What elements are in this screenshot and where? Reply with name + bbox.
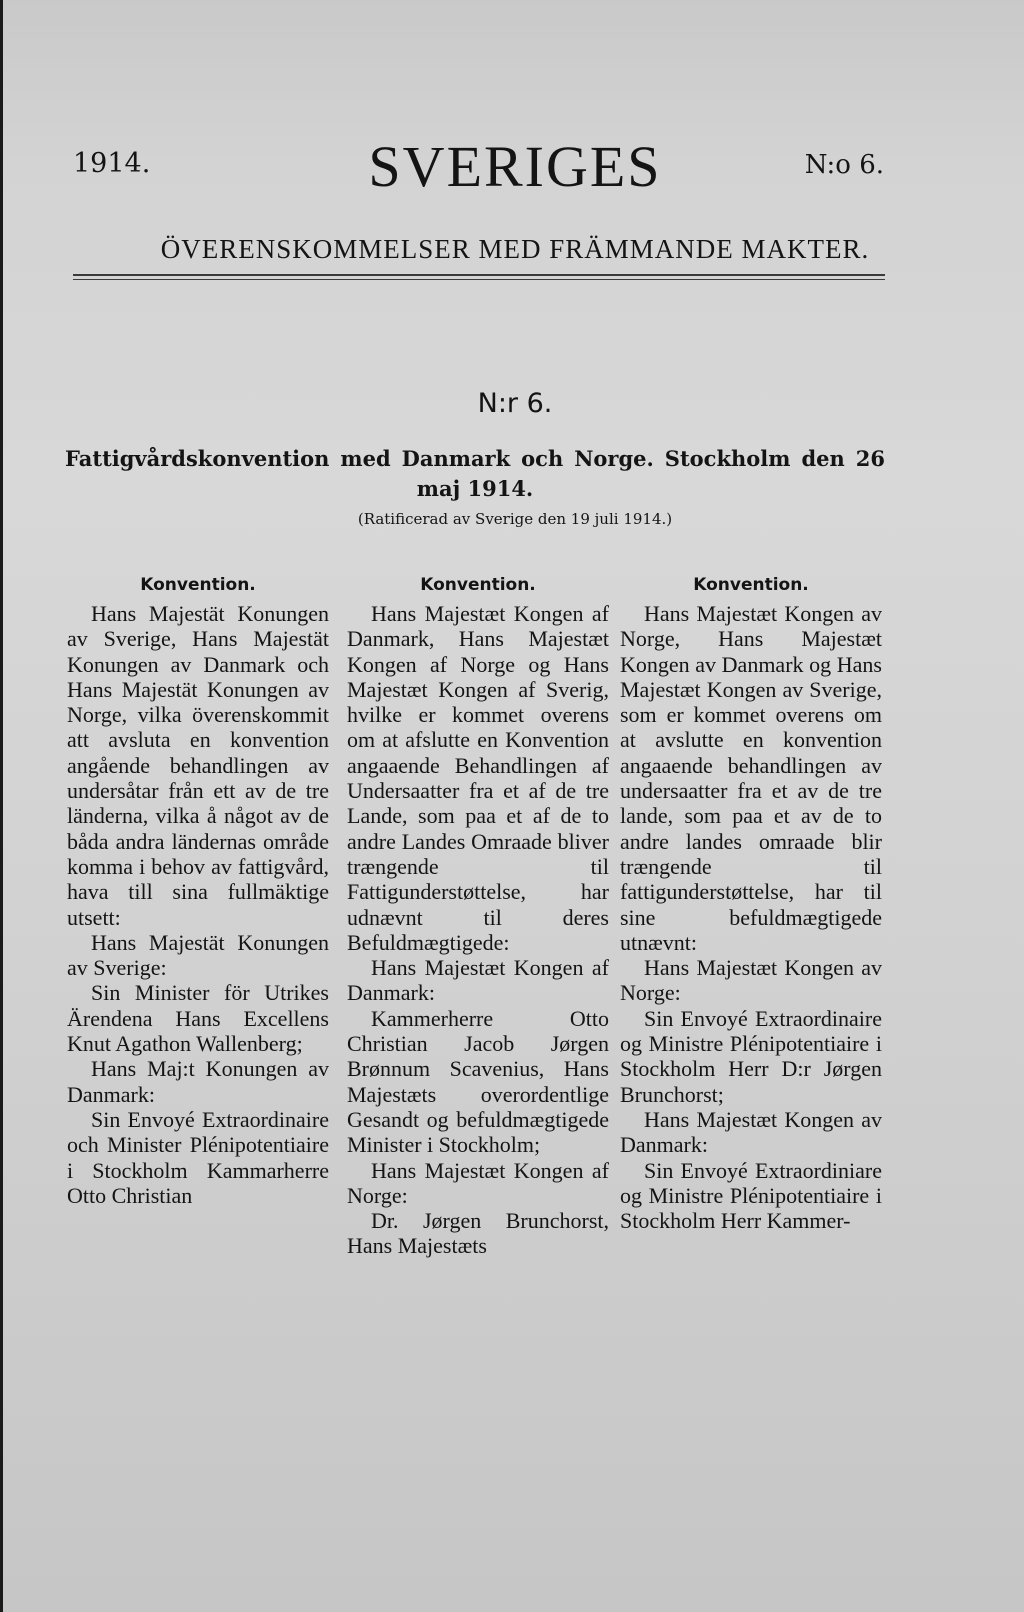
header-rule xyxy=(73,274,885,276)
header-year: 1914. xyxy=(73,148,151,179)
column-paragraph: Sin Envoyé Extraordinaire og Ministre Plénipotentiaire i Stockholm Herr D:r Jørgen Brunchorst; xyxy=(620,1005,882,1107)
column-danish xyxy=(347,574,609,1259)
column-paragraph: Hans Majestät Konungen av Sverige, Hans Majestät Konungen av Danmark och Hans Majestät Konungen av Norge, vilka överenskommit att avsluta en konvention angående behandlingen av undersåtar från ett av de tre länderna, vilka å något av de båda andra ländernas område komma i behov av fattigvård, hava till sina fullmäktige utsett: xyxy=(67,601,329,930)
column-norwegian xyxy=(620,574,882,1233)
column-paragraph: Kammerherre Otto Christian Jacob Jørgen Brønnum Scavenius, Hans Majestæts overordentlige Gesandt og befuldmægtigede Minister i Stockholm; xyxy=(347,1005,609,1158)
header-number: N:o 6. xyxy=(804,150,884,180)
column-paragraph: Sin Minister för Utrikes Ärendena Hans Excellens Knut Agathon Wallenberg; xyxy=(67,980,329,1057)
header-rule-thin xyxy=(73,279,885,280)
column-paragraph: Hans Majestæt Kongen af Norge: xyxy=(347,1157,609,1208)
column-heading: Konvention. xyxy=(140,575,256,595)
header-subtitle: ÖVERENSKOMMELSER MED FRÄMMANDE MAKTER. xyxy=(160,234,870,264)
column-paragraph: Dr. Jørgen Brunchorst, Hans Majestæts xyxy=(347,1208,609,1259)
column-paragraph: Sin Envoyé Extraordinaire och Minister Plénipotentiaire i Stockholm Kammarherre Otto Christian xyxy=(67,1106,329,1208)
column-heading: Konvention. xyxy=(420,575,536,595)
column-paragraph: Hans Majestæt Kongen af Danmark, Hans Majestæt Kongen af Norge og Hans Majestæt Kongen af Sverig, hvilke er kommet overens om at afslutte en Konvention angaaende Behandlingen af Undersaatter fra et af de tre Lande, som paa et af de to andre Landes Omraade bliver trængende til Fattigunderstøttelse, har udnævnt til deres Befuldmægtigede: xyxy=(347,601,609,955)
header-title: SVERIGES xyxy=(368,134,662,199)
ratification-note: (Ratificerad av Sverige den 19 juli 1914.) xyxy=(357,510,673,528)
column-paragraph: Hans Majestæt Kongen av Norge, Hans Majestæt Kongen av Danmark og Hans Majestæt Kongen av Sverige, som er kommet overens om at avslutte en konvention angaaende behandlingen av undersaatter fra et av de tre lande, som paa et av de to andre landes omraade blir trængende til fattigunderstøttelse, har til sine befuldmægtigede utnævnt: xyxy=(620,601,882,955)
column-paragraph: Sin Envoyé Extraordiniare og Ministre Plénipotentiaire i Stockholm Herr Kammer- xyxy=(620,1157,882,1234)
column-paragraph: Hans Majestæt Kongen av Danmark: xyxy=(620,1106,882,1158)
column-swedish xyxy=(67,574,329,1208)
document-title: Fattigvårdskonvention med Danmark och Norge. Stockholm den 26 maj 1914. xyxy=(65,446,885,501)
column-paragraph: Hans Maj:t Konungen av Danmark: xyxy=(67,1056,329,1107)
column-paragraph: Hans Majestät Konungen av Sverige: xyxy=(67,929,329,981)
column-heading: Konvention. xyxy=(693,575,809,595)
column-paragraph: Hans Majestæt Kongen av Norge: xyxy=(620,955,882,1006)
document-number: N:r 6. xyxy=(477,388,553,419)
column-paragraph: Hans Majestæt Kongen af Danmark: xyxy=(347,955,609,1006)
